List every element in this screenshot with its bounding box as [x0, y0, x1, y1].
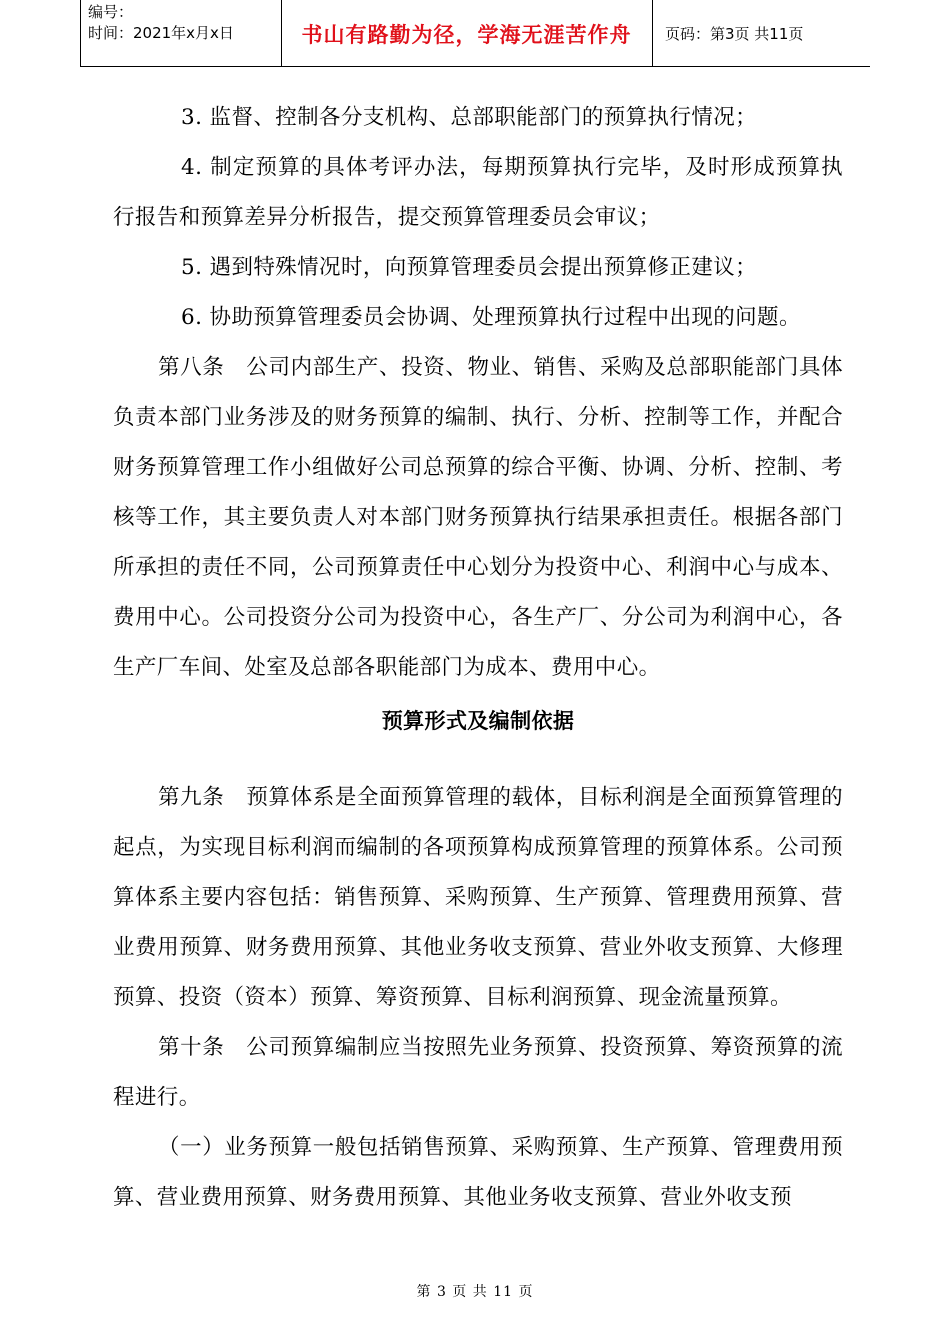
header-divider [652, 0, 653, 67]
page-footer: 第 3 页 共 11 页 [416, 1284, 534, 1300]
paragraph: 第八条 公司内部生产、投资、物业、销售、采购及总部职能部门具体负责本部门业务涉及的财务预算的编制、执行、分析、控制等工作，并配合财务预算管理工作小组做好公司总预算的综合平衡、协调、分析、控制、考核等工作，其主要负责人对本部门财务预算执行结果承担责任。根据各部门所承担的责任不同，公司预算责任中心划分为投资中心、利润中心与成本、费用中心。公司投资分公司为投资中心，各生产厂、分公司为利润中心，各生产厂车间、处室及总部各职能部门为成本、费用中心。 [113, 355, 843, 680]
time-label: 时间：2021年x月x日 [88, 24, 234, 42]
number-label: 编号： [88, 3, 134, 21]
header-motto: 书山有路勤为径，学海无涯苦作舟 [301, 23, 632, 47]
paragraph: 3. 监督、控制各分支机构、总部职能部门的预算执行情况； [181, 105, 758, 130]
header-meta [88, 2, 234, 44]
paragraph: 4. 制定预算的具体考评办法，每期预算执行完毕，及时形成预算执行报告和预算差异分析报告，提交预算管理委员会审议； [113, 155, 843, 230]
paragraph: （一）业务预算一般包括销售预算、采购预算、生产预算、管理费用预算、营业费用预算、财务费用预算、其他业务收支预算、营业外收支预 [113, 1135, 843, 1210]
paragraph: 第十条 公司预算编制应当按照先业务预算、投资预算、筹资预算的流程进行。 [113, 1035, 843, 1110]
paragraph: 第九条 预算体系是全面预算管理的载体，目标利润是全面预算管理的起点，为实现目标利润而编制的各项预算构成预算管理的预算体系。公司预算体系主要内容包括：销售预算、采购预算、生产预算、管理费用预算、营业费用预算、财务费用预算、其他业务收支预算、营业外收支预算、大修理预算、投资（资本）预算、筹资预算、目标利润预算、现金流量预算。 [113, 785, 843, 1010]
paragraph: 6. 协助预算管理委员会协调、处理预算执行过程中出现的问题。 [181, 305, 801, 330]
paragraph: 5. 遇到特殊情况时，向预算管理委员会提出预算修正建议； [181, 255, 758, 280]
header-divider [80, 0, 81, 67]
document-body [113, 93, 843, 1223]
section-heading: 预算形式及编制依据 [381, 709, 575, 733]
header-page-info: 页码：第3页 共11页 [665, 25, 804, 43]
page-header [80, 0, 870, 67]
